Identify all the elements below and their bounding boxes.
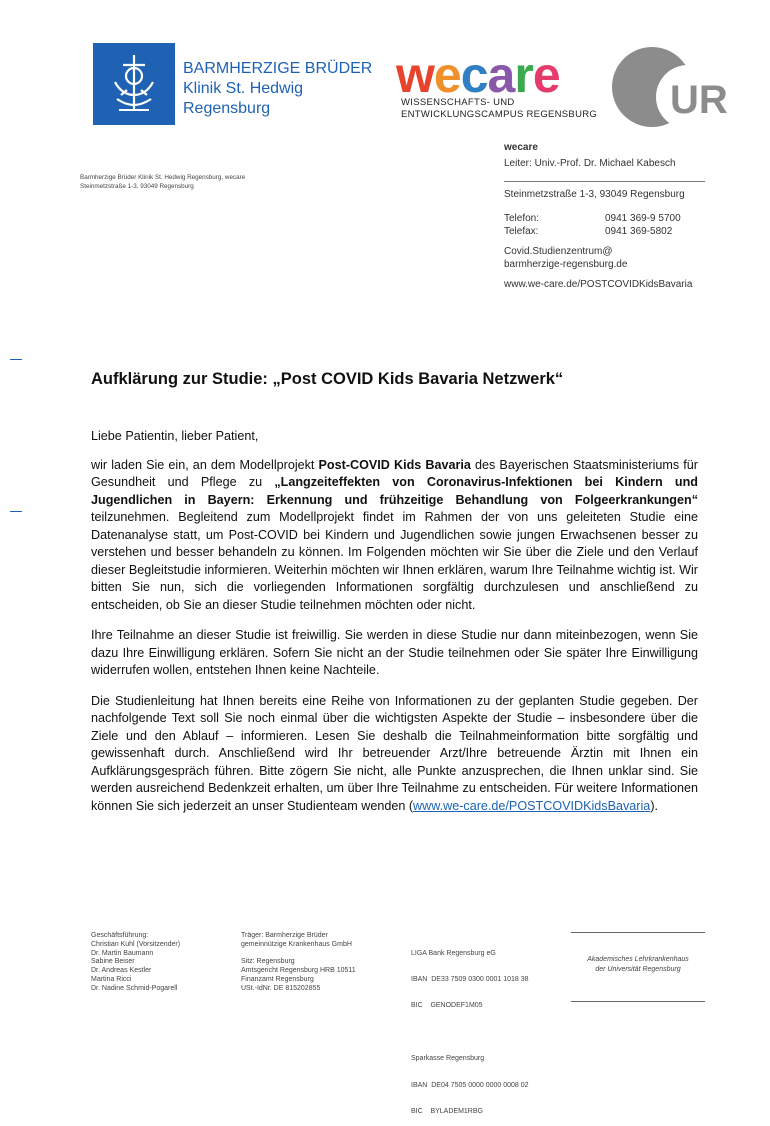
footer-line: LIGA Bank Regensburg eG — [411, 949, 496, 957]
footer-line: IBAN DE33 7509 0300 0001 1018 38 — [411, 975, 529, 983]
phone-value: 0941 369-9 5700 — [605, 213, 681, 224]
footer-line: Akademisches Lehrkrankenhaus — [587, 956, 689, 963]
fax-label: Telefax: — [504, 226, 539, 237]
footer-line: Amtsgericht Regensburg HRB 10511 — [241, 967, 356, 975]
footer-academic-note — [571, 955, 705, 975]
wecare-subtitle — [401, 97, 597, 121]
footer-divider — [571, 932, 705, 933]
cross-emblem-icon — [93, 43, 175, 125]
letter-body — [91, 428, 698, 828]
p1-topic: „Langzeiteffekten von Coronavirus-Infektionen bei Kindern und Jugendlichen in Bayern: Erkennung und frühzeitige Behandlung von Folgeerkrankungen“ — [91, 475, 698, 507]
footer-line: Sparkasse Regensburg — [411, 1055, 485, 1063]
footer-line: Dr. Martin Baumann — [91, 949, 154, 957]
paragraph-1 — [91, 457, 698, 615]
contact-email-line-2[interactable]: barmherzige-regensburg.de — [504, 259, 628, 270]
wecare-letter: w — [396, 47, 434, 103]
contact-org: wecare — [504, 142, 538, 153]
contact-address: Steinmetzstraße 1-3, 93049 Regensburg — [504, 189, 685, 200]
fax-value: 0941 369-5802 — [605, 226, 673, 237]
p1-project-name: Post-COVID Kids Bavaria — [318, 457, 471, 472]
bb-logo-line-2: Klinik St. Hedwig — [183, 80, 304, 97]
footer-line: Träger: Barmherzige Brüder — [241, 932, 328, 939]
ur-letters: UR — [670, 78, 728, 122]
ur-logo — [610, 45, 728, 130]
wecare-subtitle-line-2: ENTWICKLUNGSCAMPUS REGENSBURG — [401, 109, 598, 120]
footer-line: gemeinnützige Krankenhaus GmbH — [241, 940, 352, 948]
footer-banking — [411, 932, 529, 1126]
fold-mark — [10, 359, 22, 360]
p1-text-e: teilzunehmen. Begleitend zum Modellprojekt findet im Rahmen der von uns geleiteten Studie eine Datenanalyse statt, um Post-COVID bei Kindern und Jugendlichen sowie jungen Erwachsenen besser zu verstehen und besser behandeln zu können. Im Folgenden möchten wir Sie über die Ziele und den Verlauf dieser Begleitstudie informieren. Weiterhin möchten wir Ihnen erklären, warum Ihre Teilnahme wichtig ist. Wir bitten Sie nun, sich die vorliegenden Informationen sorgfältig durchzulesen und anschließend zu entscheiden, ob Sie an dieser Studie teilnehmen möchten oder nicht. — [91, 510, 698, 612]
wecare-letter: a — [487, 47, 515, 103]
footer-line: BIC GENODEF1M05 — [411, 1002, 483, 1010]
p1-text-c: des Bayerischen Staatsministeriums für Gesundheit und Pflege zu — [91, 457, 698, 489]
footer-line: Martina Ricci — [91, 975, 132, 983]
contact-head: Leiter: Univ.-Prof. Dr. Michael Kabesch — [504, 158, 676, 169]
bb-logo-line-1: BARMHERZIGE BRÜDER — [183, 60, 373, 77]
footer-line: Dr. Nadine Schmid-Pogarell — [91, 984, 178, 992]
paragraph-3 — [91, 693, 698, 816]
contact-block — [504, 141, 705, 291]
p1-text-a: wir laden Sie ein, an dem Modellprojekt — [91, 457, 319, 472]
bb-logo-text — [183, 59, 372, 119]
sender-return-address — [80, 173, 245, 191]
footer-line: USt.-IdNr. DE 815202855 — [241, 984, 321, 992]
contact-fax-row — [504, 225, 705, 238]
paragraph-2: Ihre Teilnahme an dieser Studie ist freiwillig. Sie werden in diese Studie nur dann miteinbezogen, wenn Sie dazu Ihre Einwilligung erklären. Sofern Sie nicht an der Studie teilnehmen oder Sie später Ihre Einwilligung widerrufen wollen, entstehen Ihnen keine Nachteile. — [91, 628, 698, 677]
footer-line: IBAN DE04 7505 0000 0000 0008 02 — [411, 1081, 529, 1089]
study-link[interactable]: www.we-care.de/POSTCOVIDKidsBavaria — [413, 798, 651, 813]
footer-line: Dr. Andreas Kestler — [91, 967, 152, 975]
phone-label: Telefon: — [504, 213, 540, 224]
wecare-letter: e — [433, 47, 461, 103]
bb-logo-line-3: Regensburg — [183, 100, 271, 117]
footer-divider — [571, 1001, 705, 1002]
p3-text-b: ). — [650, 798, 659, 813]
sender-line-1: Barmherzige Brüder Klinik St. Hedwig Regensburg, wecare — [80, 174, 246, 181]
contact-email-line-1[interactable]: Covid.Studienzentrum@ — [504, 246, 613, 257]
ur-logo-graphic — [610, 45, 728, 130]
footer-line: Geschäftsführung: — [91, 932, 149, 939]
wecare-letter: c — [460, 47, 488, 103]
footer-line: der Universität Regensburg — [595, 966, 681, 973]
wecare-letter: e — [532, 47, 560, 103]
footer-line: Christian Kuhl (Vorsitzender) — [91, 940, 181, 948]
contact-web[interactable]: www.we-care.de/POSTCOVIDKidsBavaria — [504, 279, 693, 290]
fold-mark — [10, 511, 22, 512]
wecare-subtitle-line-1: WISSENSCHAFTS- UND — [401, 97, 515, 108]
footer-management — [91, 932, 180, 994]
contact-phone-row — [504, 212, 705, 225]
bb-logo-emblem — [93, 43, 175, 125]
wecare-letter: r — [514, 47, 533, 103]
footer-line: Sabine Beiser — [91, 958, 135, 966]
footer-line: Sitz: Regensburg — [241, 958, 295, 966]
p3-text-a: Die Studienleitung hat Ihnen bereits eine Reihe von Informationen zu der geplanten Studie gegeben. Der nachfolgende Text soll Sie noch einmal über die wichtigsten Aspekte der Studie – insbesondere über die Ziele und den Ablauf – informieren. Lesen Sie deshalb die Teilnahmeinformation bitte sorgfältig und gewissenhaft durch. Anschließend wird Ihr betreuender Arzt/Ihre betreuende Ärztin mit Ihnen ein Aufklärungsgespräch führen. Bitte zögern Sie nicht, alle Punkte anzusprechen, die Ihnen unklar sind. Sie werden ausreichend Bedenkzeit erhalten, um über Ihre Teilnahme zu entscheiden. Für weitere Informationen können Sie sich jederzeit an unser Studienteam wenden ( — [91, 693, 698, 813]
footer-carrier — [241, 932, 356, 994]
letter-title: Aufklärung zur Studie: „Post COVID Kids Bavaria Netzwerk“ — [91, 370, 564, 388]
contact-divider — [504, 181, 705, 182]
sender-line-2: Steinmetzstraße 1-3, 93049 Regensburg — [80, 183, 194, 190]
footer-line: BIC BYLADEM1RBG — [411, 1107, 483, 1115]
salutation: Liebe Patientin, lieber Patient, — [91, 429, 259, 443]
footer-line: Finanzamt Regensburg — [241, 975, 314, 983]
